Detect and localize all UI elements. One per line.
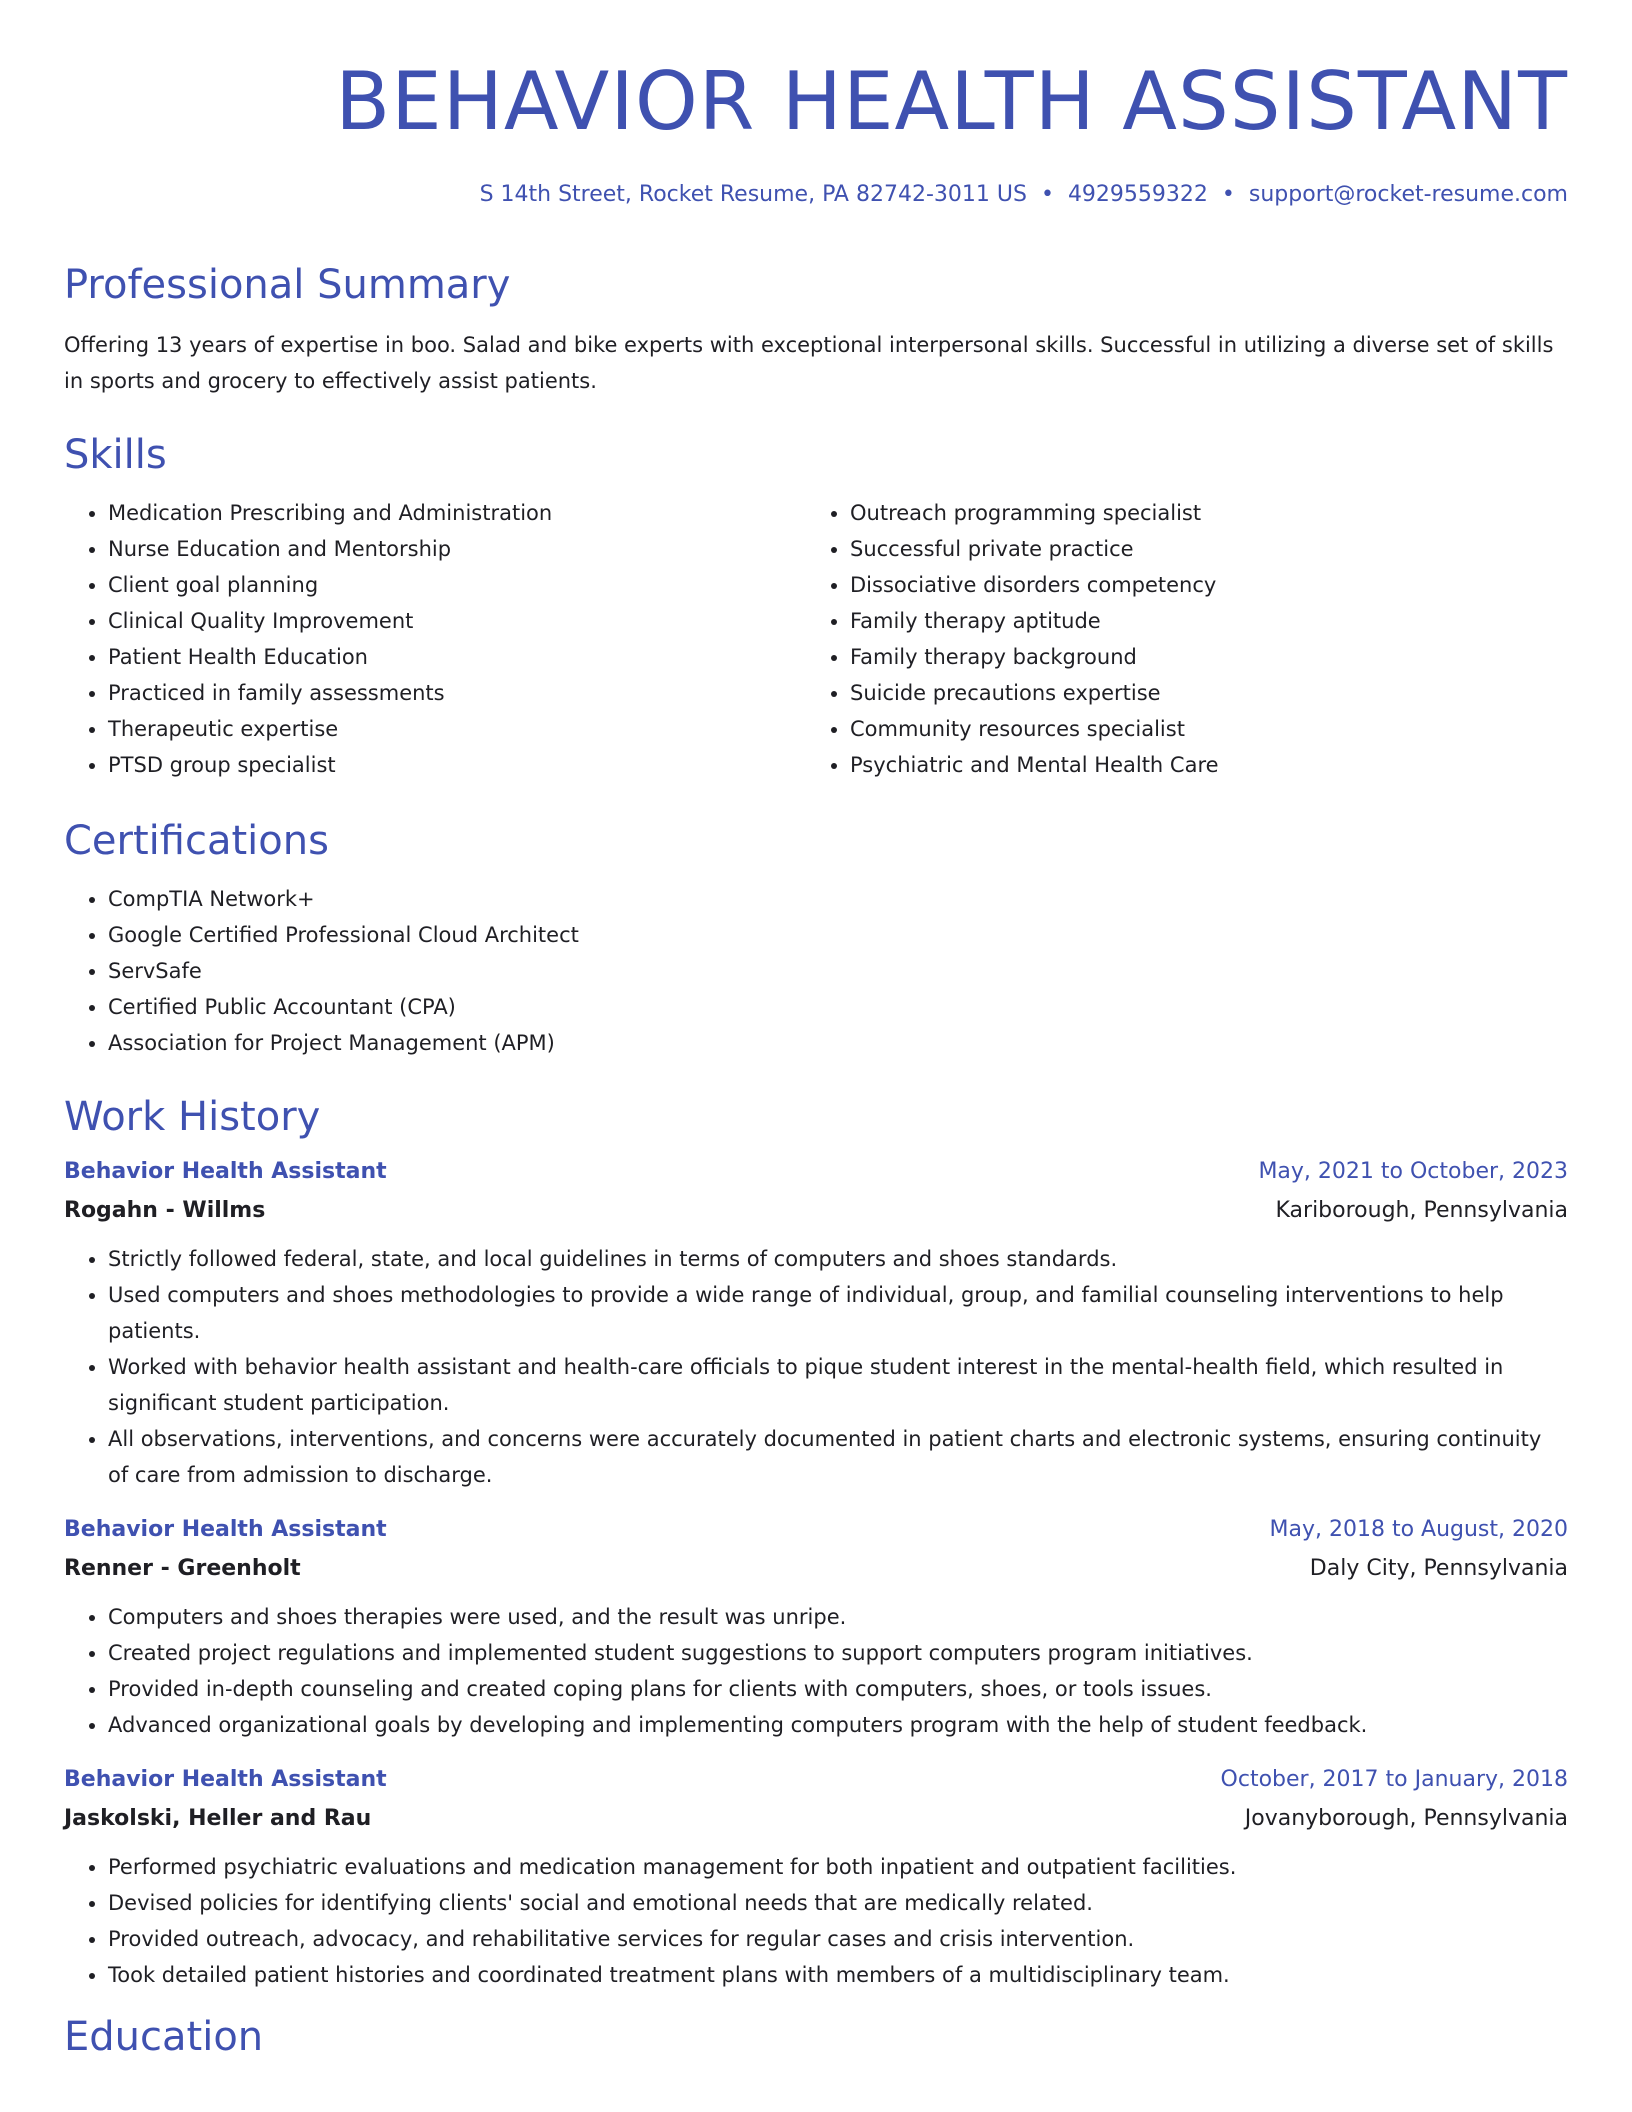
certification-item: • ServSafe xyxy=(108,953,1568,989)
job-entry xyxy=(64,1761,1568,1993)
job-location: Daly City, Pennsylvania xyxy=(1309,1556,1568,1581)
summary-text: Offering 13 years of expertise in boo. Salad and bike experts with exceptional interpersonal skills. Successful in utilizing a diverse set of skills in sports and grocery to effectively assist patients. xyxy=(64,333,1554,393)
skill-item: • Community resources specialist xyxy=(850,711,1548,747)
job-duties-list xyxy=(64,1599,1568,1743)
job-company: Jaskolski, Heller and Rau xyxy=(64,1806,372,1831)
job-duty: • Strictly followed federal, state, and local guidelines in terms of computers and shoes standards. xyxy=(108,1241,1568,1277)
job-duty: • Worked with behavior health assistant and health-care officials to pique student interest in the mental-health field, which resulted in significant student participation. xyxy=(108,1349,1568,1421)
job-location: Jovanyborough, Pennsylvania xyxy=(1244,1806,1568,1831)
job-header-row xyxy=(64,1511,1568,1549)
skill-item: • Successful private practice xyxy=(850,531,1548,567)
job-duty: • Computers and shoes therapies were used, and the result was unripe. xyxy=(108,1599,1568,1635)
certification-item: • Certified Public Accountant (CPA) xyxy=(108,989,1568,1025)
skill-item: • Client goal planning xyxy=(108,567,806,603)
job-company: Rogahn - Willms xyxy=(64,1198,266,1223)
job-header-row xyxy=(64,1153,1568,1191)
job-duties-list xyxy=(64,1241,1568,1493)
job-header-row xyxy=(64,1761,1568,1799)
skills-column-left xyxy=(64,495,806,783)
skill-item: • Clinical Quality Improvement xyxy=(108,603,806,639)
job-title: Behavior Health Assistant xyxy=(64,1159,387,1184)
job-duty: • Performed psychiatric evaluations and medication management for both inpatient and outpatient facilities. xyxy=(108,1849,1568,1885)
job-duty: • Created project regulations and implemented student suggestions to support computers program initiatives. xyxy=(108,1635,1568,1671)
certification-item: • Google Certified Professional Cloud Architect xyxy=(108,917,1568,953)
job-duty: • Advanced organizational goals by developing and implementing computers program with the help of student feedback. xyxy=(108,1707,1568,1743)
job-duty: • Took detailed patient histories and coordinated treatment plans with members of a multidisciplinary team. xyxy=(108,1957,1568,1993)
address-text: S 14th Street, Rocket Resume, PA 82742-3011 US xyxy=(479,182,1027,207)
skills-grid xyxy=(64,495,1568,783)
job-duties-list xyxy=(64,1849,1568,1993)
separator-dot: • xyxy=(1040,182,1054,207)
section-title-education: Education xyxy=(64,2014,264,2060)
separator-dot: • xyxy=(1221,182,1235,207)
job-location: Kariborough, Pennsylvania xyxy=(1275,1198,1568,1223)
section-title-skills: Skills xyxy=(64,432,167,478)
skill-item: • Suicide precautions expertise xyxy=(850,675,1548,711)
skills-list-right xyxy=(806,495,1548,783)
skill-item: • Nurse Education and Mentorship xyxy=(108,531,806,567)
job-duty: • Provided in-depth counseling and created coping plans for clients with computers, shoes, or tools issues. xyxy=(108,1671,1568,1707)
job-entry xyxy=(64,1511,1568,1743)
section-title-certifications: Certifications xyxy=(64,818,329,864)
section-title-work-history: Work History xyxy=(64,1094,321,1140)
job-dates: October, 2017 to January, 2018 xyxy=(1220,1767,1568,1792)
skill-item: • Psychiatric and Mental Health Care xyxy=(850,747,1548,783)
skill-item: • Dissociative disorders competency xyxy=(850,567,1548,603)
skill-item: • Patient Health Education xyxy=(108,639,806,675)
contact-line xyxy=(64,182,1568,207)
skill-item: • Family therapy aptitude xyxy=(850,603,1548,639)
job-title: Behavior Health Assistant xyxy=(64,1767,387,1792)
job-company-row xyxy=(64,1799,1568,1839)
job-title: Behavior Health Assistant xyxy=(64,1517,387,1542)
certification-item: • Association for Project Management (APM) xyxy=(108,1025,1568,1061)
email-link[interactable]: support@rocket-resume.com xyxy=(1248,182,1568,207)
skill-item: • Family therapy background xyxy=(850,639,1548,675)
phone-text: 4929559322 xyxy=(1067,182,1208,207)
job-company-row xyxy=(64,1191,1568,1231)
job-duty: • Provided outreach, advocacy, and rehabilitative services for regular cases and crisis intervention. xyxy=(108,1921,1568,1957)
section-title-summary: Professional Summary xyxy=(64,262,511,308)
job-dates: May, 2018 to August, 2020 xyxy=(1269,1517,1568,1542)
skill-item: • PTSD group specialist xyxy=(108,747,806,783)
skill-item: • Practiced in family assessments xyxy=(108,675,806,711)
job-entry xyxy=(64,1153,1568,1493)
job-duty: • Used computers and shoes methodologies to provide a wide range of individual, group, and familial counseling interventions to help patients. xyxy=(108,1277,1568,1349)
job-duty: • Devised policies for identifying clients' social and emotional needs that are medically related. xyxy=(108,1885,1568,1921)
job-company-row xyxy=(64,1549,1568,1589)
certification-item: • CompTIA Network+ xyxy=(108,881,1568,917)
job-company: Renner - Greenholt xyxy=(64,1556,301,1581)
skill-item: • Outreach programming specialist xyxy=(850,495,1548,531)
certifications-list xyxy=(64,881,1568,1061)
skill-item: • Medication Prescribing and Administration xyxy=(108,495,806,531)
candidate-name: BEHAVIOR HEALTH ASSISTANT xyxy=(335,55,1568,148)
job-duty: • All observations, interventions, and concerns were accurately documented in patient charts and electronic systems, ensuring continuity of care from admission to discharge. xyxy=(108,1421,1568,1493)
resume-page xyxy=(64,0,1568,2059)
skills-list-left xyxy=(64,495,806,783)
skills-column-right xyxy=(806,495,1548,783)
job-dates: May, 2021 to October, 2023 xyxy=(1258,1159,1568,1184)
skill-item: • Therapeutic expertise xyxy=(108,711,806,747)
